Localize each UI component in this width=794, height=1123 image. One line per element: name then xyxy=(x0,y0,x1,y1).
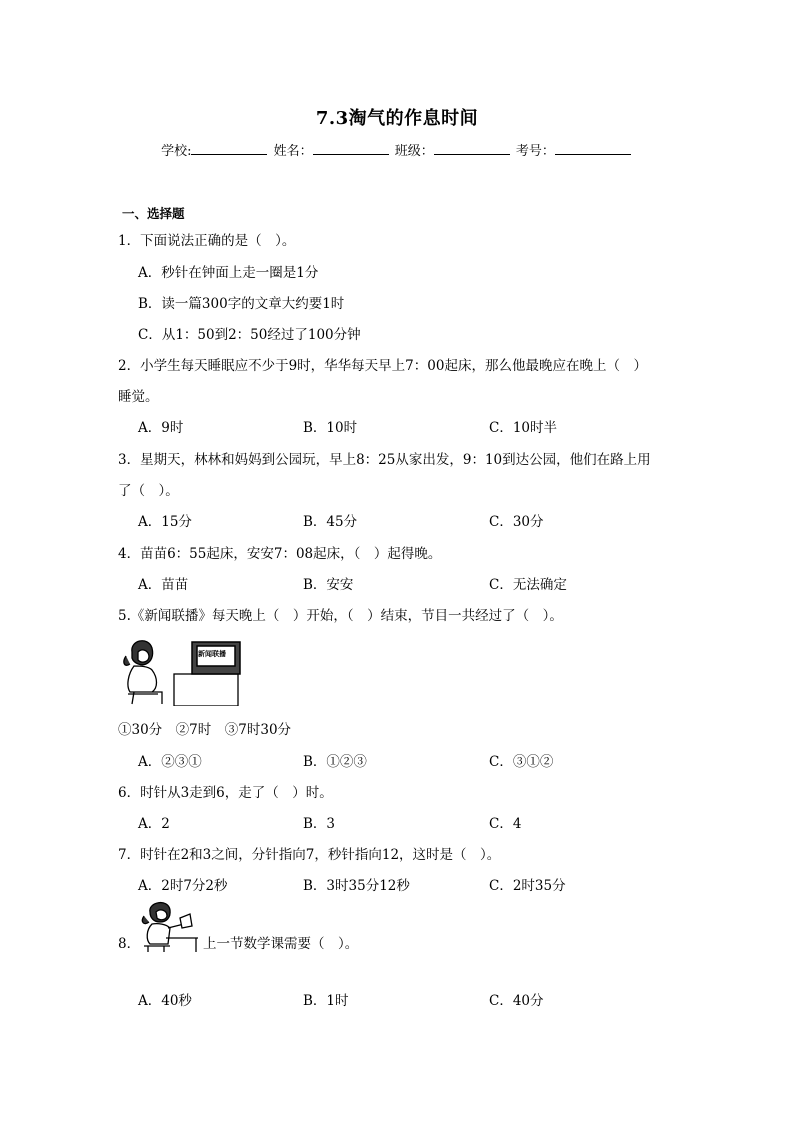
question-2-option-c[interactable]: C．10时半 xyxy=(489,420,558,436)
student-info-row xyxy=(0,140,794,159)
question-7-option-a[interactable]: A．2时7分2秒 xyxy=(138,878,228,894)
question-2-stem-cont: 睡觉。 xyxy=(118,389,159,405)
question-3-option-b[interactable]: B．45分 xyxy=(303,514,358,530)
question-8-option-a[interactable]: A．40秒 xyxy=(138,993,192,1009)
student-figure xyxy=(142,903,198,952)
question-4-option-b[interactable]: B．安安 xyxy=(303,577,354,593)
question-5-choices: ①30分 ②7时 ③7时30分 xyxy=(118,722,292,738)
girl-studying-illustration xyxy=(140,898,202,952)
question-1-stem: 1．下面说法正确的是（ ）。 xyxy=(118,233,296,249)
exam-number-label: 考号： xyxy=(515,144,555,159)
class-label: 班级： xyxy=(394,144,434,159)
class-blank[interactable] xyxy=(434,142,510,155)
question-8-option-b[interactable]: B．1时 xyxy=(303,993,349,1009)
question-2-option-b[interactable]: B．10时 xyxy=(303,420,358,436)
girl-watching-tv-illustration xyxy=(118,634,244,706)
question-3-option-a[interactable]: A．15分 xyxy=(138,514,192,530)
name-label: 姓名： xyxy=(273,144,313,159)
tv-stand xyxy=(174,674,238,706)
question-6-option-a[interactable]: A．2 xyxy=(138,816,170,832)
question-5-option-c[interactable]: C．③①② xyxy=(489,754,554,770)
question-6-option-c[interactable]: C．4 xyxy=(489,816,522,832)
question-7-option-c[interactable]: C．2时35分 xyxy=(489,878,566,894)
question-5-option-a[interactable]: A．②③① xyxy=(138,754,202,770)
question-4-option-c[interactable]: C．无法确定 xyxy=(489,577,567,593)
question-8-number: 8． xyxy=(118,936,141,952)
question-3-stem-cont: 了（ ）。 xyxy=(118,483,179,499)
question-1-option-b[interactable]: B．读一篇300字的文章大约要1时 xyxy=(138,296,345,312)
question-1-option-a[interactable]: A．秒针在钟面上走一圈是1分 xyxy=(138,265,319,281)
name-blank[interactable] xyxy=(313,142,389,155)
page-title: 7.3淘气的作息时间 xyxy=(315,108,479,129)
question-5-option-b[interactable]: B．①②③ xyxy=(303,754,367,770)
question-3-option-c[interactable]: C．30分 xyxy=(489,514,544,530)
question-1-option-c[interactable]: C．从1：50到2：50经过了100分钟 xyxy=(138,327,361,343)
tv-screen-label: 新闻联播 xyxy=(198,650,226,658)
question-7-stem: 7．时针在2和3之间，分针指向7，秒针指向12，这时是（ ）。 xyxy=(118,847,501,863)
school-label: 学校: xyxy=(161,144,192,159)
question-7-option-b[interactable]: B．3时35分12秒 xyxy=(303,878,410,894)
question-4-option-a[interactable]: A．苗苗 xyxy=(138,577,189,593)
question-6-stem: 6．时针从3走到6，走了（ ）时。 xyxy=(118,785,333,801)
question-2-option-a[interactable]: A．9时 xyxy=(138,420,184,436)
question-3-stem: 3．星期天，林林和妈妈到公园玩，早上8：25从家出发，9：10到达公园，他们在路上用 xyxy=(118,452,651,468)
girl-figure xyxy=(124,641,162,704)
school-blank[interactable] xyxy=(191,142,267,155)
section-title: 一、选择题 xyxy=(122,206,185,221)
question-6-option-b[interactable]: B．3 xyxy=(303,816,336,832)
question-4-stem: 4．苗苗6：55起床，安安7：08起床，（ ）起得晚。 xyxy=(118,546,442,562)
question-5-stem: 5.《新闻联播》每天晚上（ ）开始，（ ）结束，节目一共经过了（ ）。 xyxy=(118,608,563,624)
question-8-option-c[interactable]: C．40分 xyxy=(489,993,544,1009)
question-2-stem: 2．小学生每天睡眠应不少于9时，华华每天早上7：00起床，那么他最晚应在晚上（ ） xyxy=(118,358,647,374)
exam-number-blank[interactable] xyxy=(555,142,631,155)
question-8-stem: 上一节数学课需要（ ）。 xyxy=(203,936,359,952)
